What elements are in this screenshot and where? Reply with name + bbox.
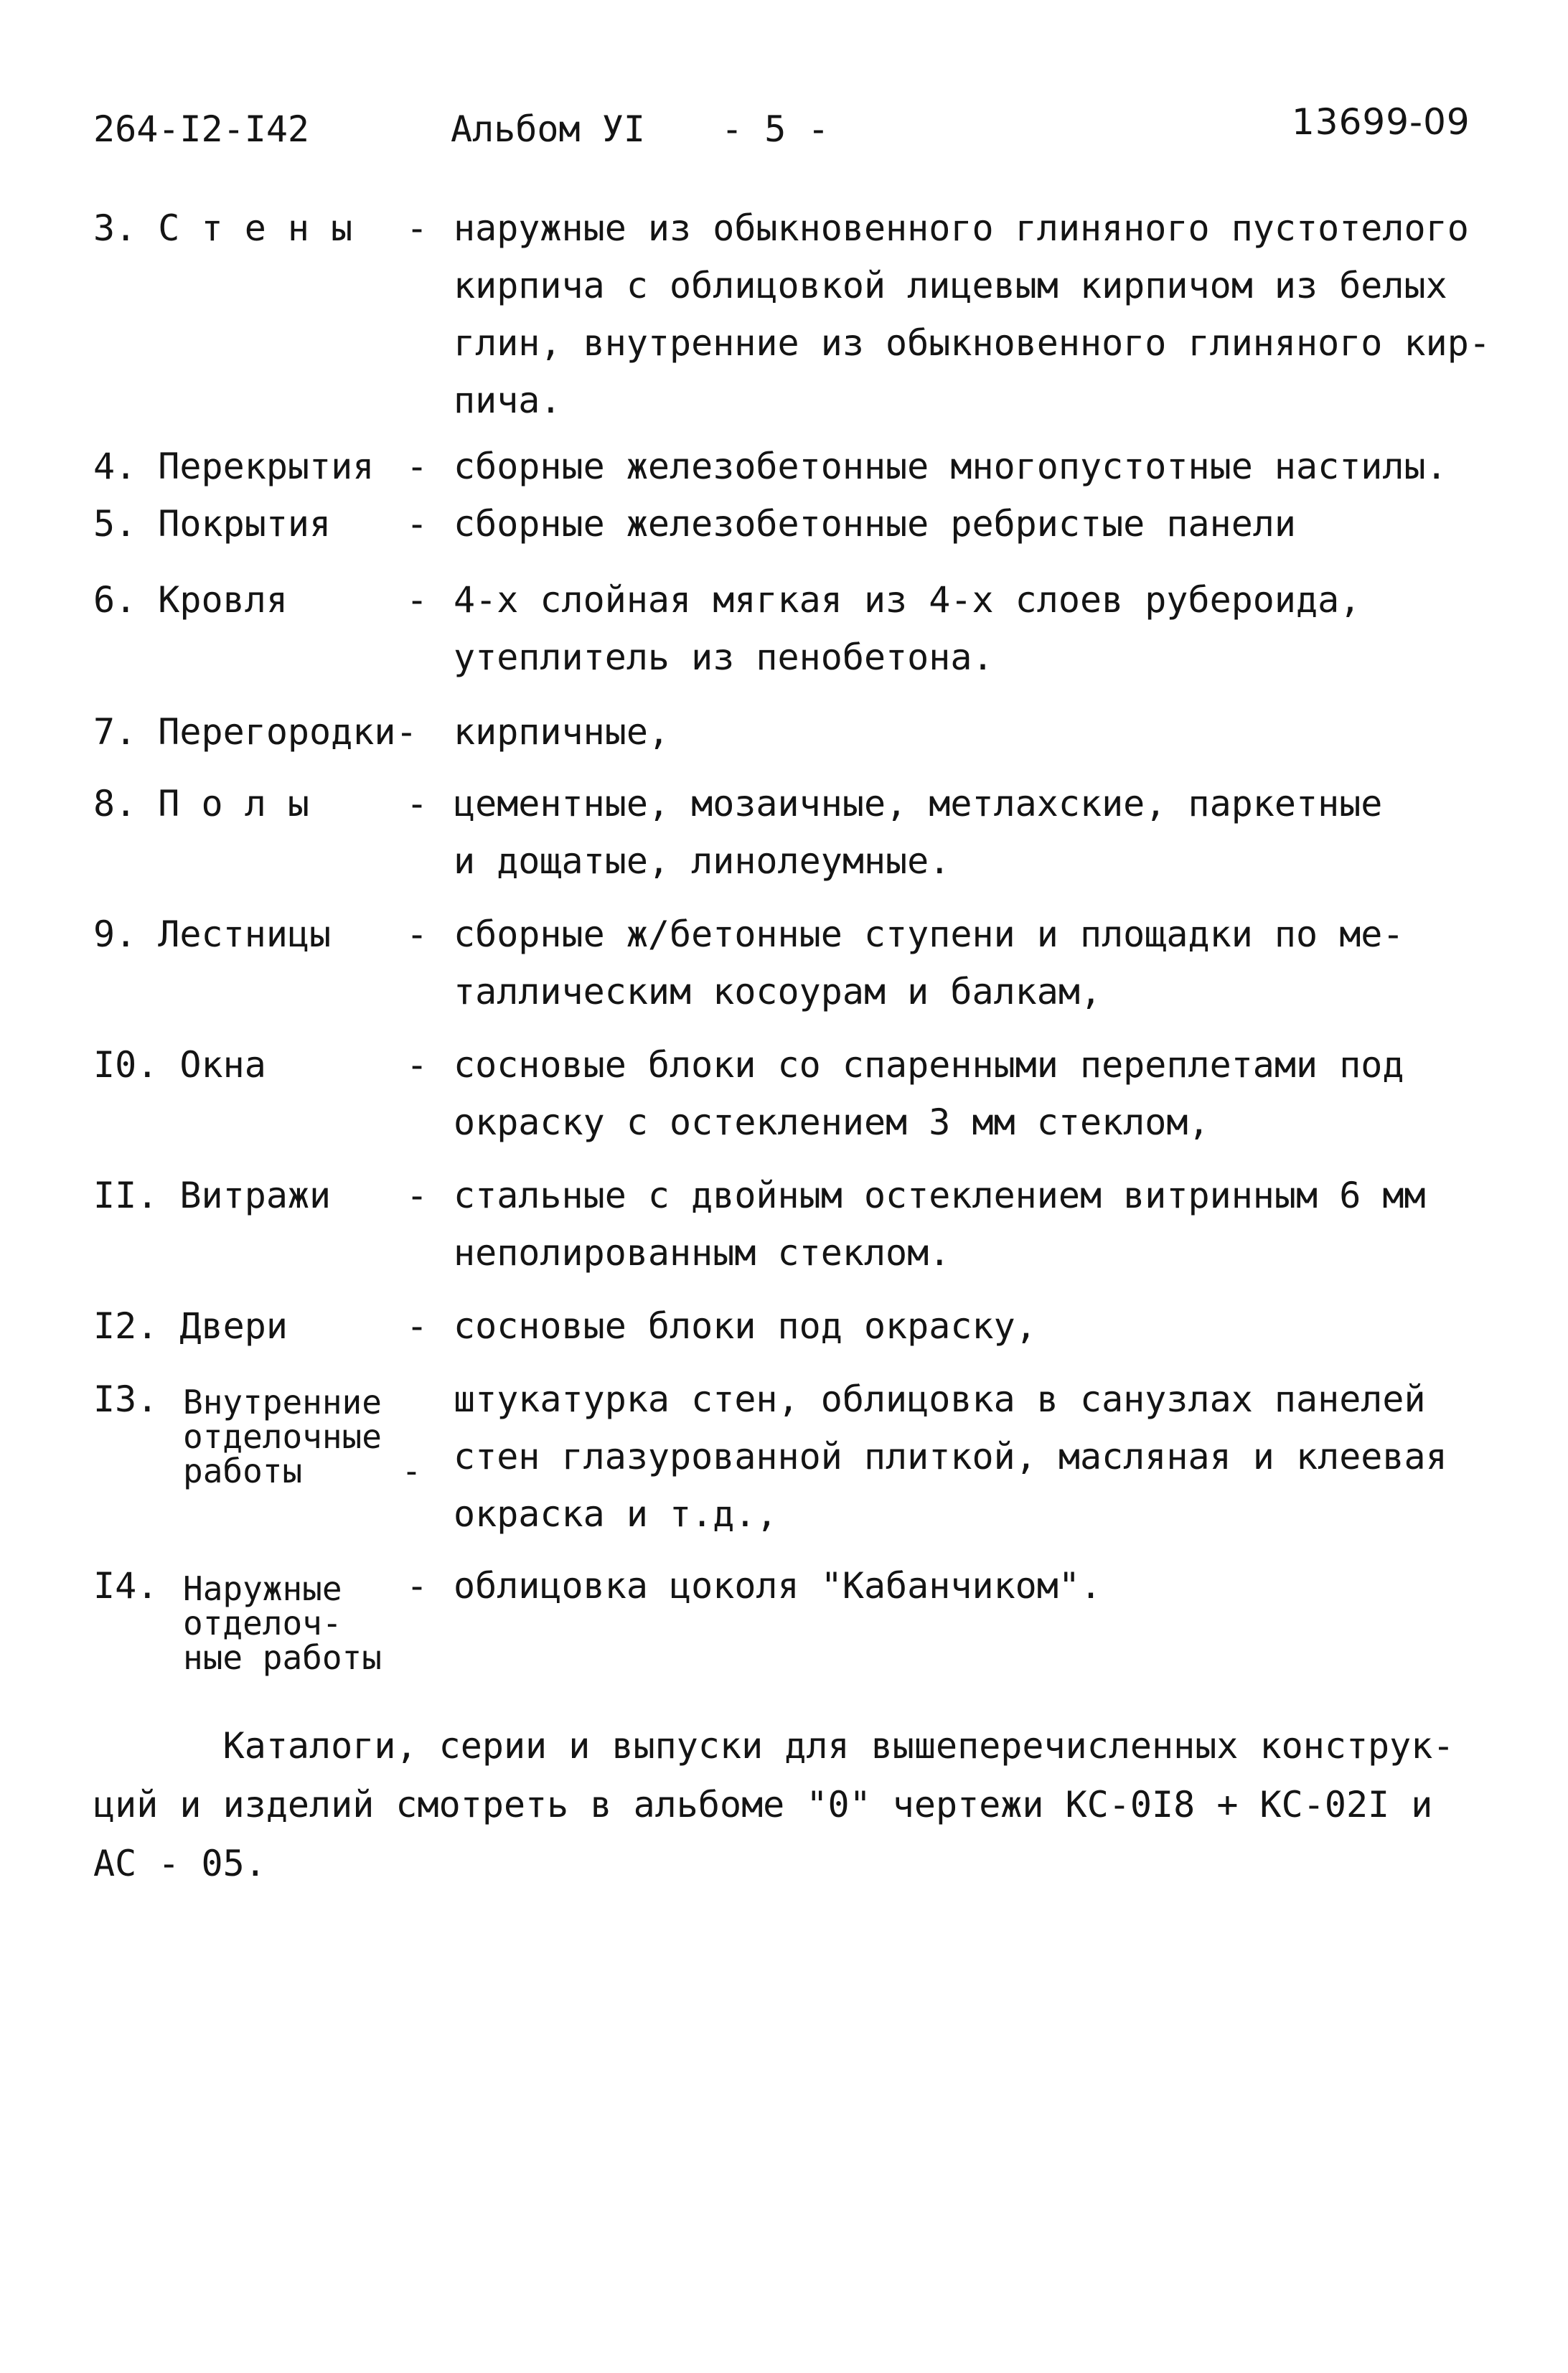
item-label: I0. Окна <box>93 1044 266 1086</box>
page-number: - 5 - <box>721 108 830 150</box>
item-text-line: сосновые блоки со спаренными переплетами под <box>454 1044 1404 1086</box>
item-label: 3. С т е н ы <box>93 207 353 249</box>
item-dash: - <box>406 783 428 824</box>
item-text-line: сборные железобетонные ребристые панели <box>454 503 1296 545</box>
item-label: 5. Покрытия <box>93 503 332 545</box>
item-dash: - <box>406 1565 428 1607</box>
item-text-line: наружные из обыкновенного глиняного пустотелого <box>454 207 1469 249</box>
item-text-line: стальные с двойным остеклением витринным 6 мм <box>454 1175 1426 1216</box>
item-label-line: отделочные <box>183 1417 382 1456</box>
item-text-line: пича. <box>454 380 562 421</box>
item-label: 4. Перекрытия <box>93 446 375 487</box>
item-text-line: неполированным стеклом. <box>454 1232 951 1274</box>
item-text-line: цементные, мозаичные, метлахские, паркетные <box>454 783 1383 824</box>
item-dash: - <box>406 913 428 955</box>
item-label: 6. Кровля <box>93 579 288 621</box>
handwritten-number: 13699-09 <box>1292 101 1470 143</box>
item-text-line: окраска и т.д., <box>454 1493 778 1535</box>
item-dash: - <box>406 579 428 621</box>
item-label: I2. Двери <box>93 1305 288 1347</box>
item-number: I3. <box>93 1378 159 1420</box>
item-text-line: штукатурка стен, облицовка в санузлах панелей <box>454 1378 1426 1420</box>
item-text-line: кирпича с облицовкой лицевым кирпичом из белых <box>454 265 1447 306</box>
album-label: Альбом УI <box>451 108 645 150</box>
item-dash: - <box>406 503 428 545</box>
item-text-line: утеплитель из пенобетона. <box>454 636 994 678</box>
item-text-line: кирпичные, <box>454 711 670 753</box>
item-dash: - <box>406 1175 428 1216</box>
closing-paragraph-line: ций и изделий смотреть в альбоме "0" чертежи КС-0I8 + КС-02I и <box>93 1784 1433 1825</box>
closing-paragraph-line: АС - 05. <box>93 1843 266 1884</box>
item-label-line: Внутренние <box>183 1383 382 1422</box>
item-label: 7. Перегородки- <box>93 711 418 753</box>
item-dash: - <box>406 207 428 249</box>
item-text-line: сборные железобетонные многопустотные настилы. <box>454 446 1447 487</box>
item-text-line: облицовка цоколя "Кабанчиком". <box>454 1565 1102 1607</box>
item-label-line: отделоч- <box>183 1604 342 1643</box>
item-label-line: работы - <box>183 1452 422 1490</box>
item-label: II. Витражи <box>93 1175 332 1216</box>
item-text-line: стен глазурованной плиткой, масляная и клеевая <box>454 1436 1447 1477</box>
item-label-line: ные работы <box>183 1638 382 1677</box>
item-dash: - <box>406 1044 428 1086</box>
item-text-line: таллическим косоурам и балкам, <box>454 971 1102 1012</box>
item-label: 8. П о л ы <box>93 783 310 824</box>
item-label-line: Наружные <box>183 1569 342 1608</box>
item-text-line: глин, внутренние из обыкновенного глиняного кир- <box>454 322 1490 364</box>
item-number: I4. <box>93 1565 159 1607</box>
item-text-line: окраску с остеклением 3 мм стеклом, <box>454 1101 1210 1143</box>
doc-number: 264-I2-I42 <box>93 108 310 150</box>
item-dash: - <box>406 1305 428 1347</box>
item-text-line: и дощатые, линолеумные. <box>454 840 951 882</box>
item-text-line: сборные ж/бетонные ступени и площадки по ме- <box>454 913 1404 955</box>
closing-paragraph-line: Каталоги, серии и выпуски для вышеперечисленных конструк- <box>93 1725 1455 1767</box>
item-text-line: сосновые блоки под окраску, <box>454 1305 1037 1347</box>
item-label: 9. Лестницы <box>93 913 332 955</box>
item-dash: - <box>406 446 428 487</box>
item-text-line: 4-х слойная мягкая из 4-х слоев рубероида, <box>454 579 1361 621</box>
